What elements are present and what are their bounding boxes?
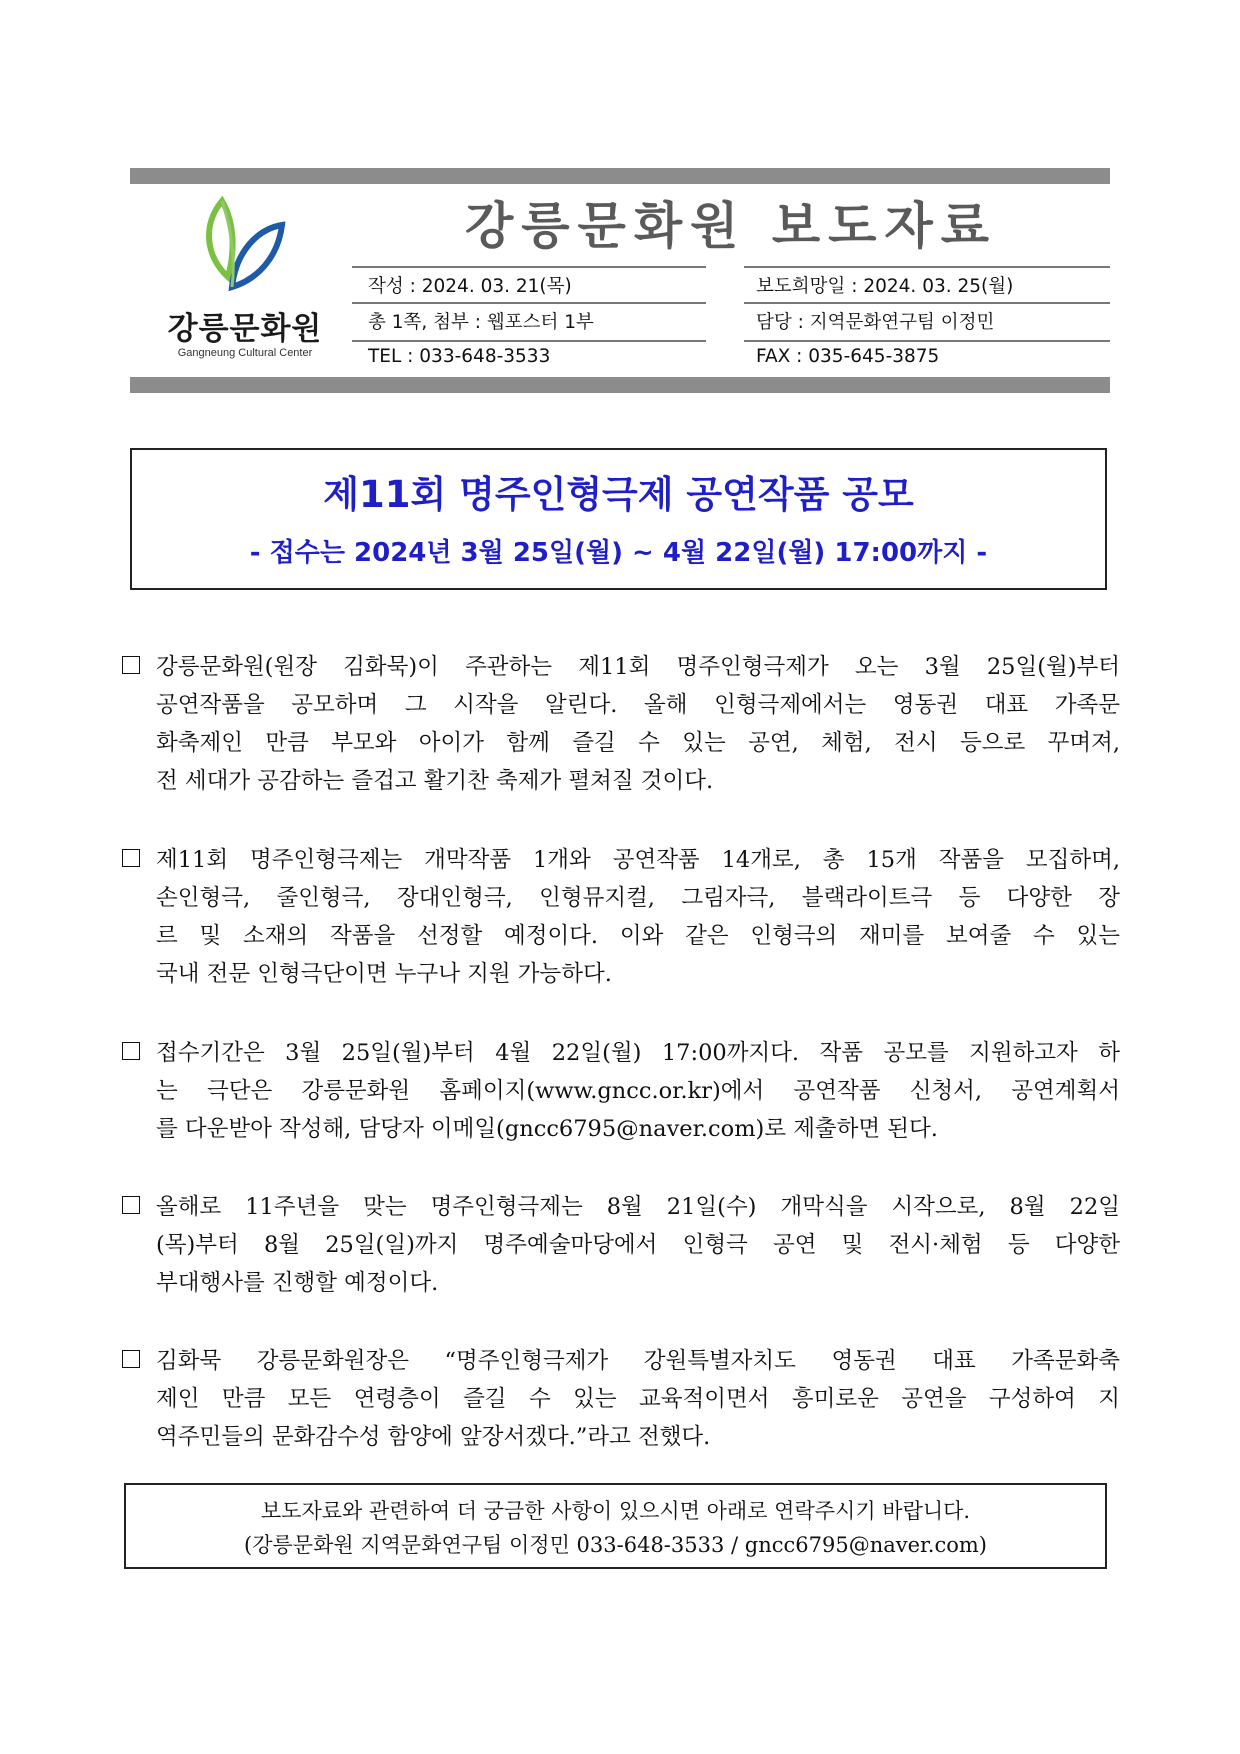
header-top-bar <box>130 168 1110 184</box>
header-bottom-bar <box>130 377 1110 393</box>
leaf-logo-icon <box>200 195 290 295</box>
page-count: 총 1쪽, 첨부 : 웹포스터 1부 <box>368 312 594 333</box>
checkbox-bullet-icon <box>122 1042 140 1060</box>
release-date: 보도희망일 : 2024. 03. 25(월) <box>756 276 1014 297</box>
logo-english-name: Gangneung Cultural Center <box>177 347 313 359</box>
page-title: 강릉문화원 보도자료 <box>464 197 998 255</box>
logo-name: 강릉문화원 <box>167 311 323 347</box>
paragraph-line: 손인형극, 줄인형극, 장대인형극, 인형뮤지컬, 그림자극, 블랙라이트극 등 다양한 장 <box>156 885 1120 911</box>
written-date: 작성 : 2024. 03. 21(목) <box>368 276 572 297</box>
headline-subtitle: - 접수는 2024년 3월 25일(월) ~ 4월 22일(월) 17:00까지 - <box>249 538 988 568</box>
checkbox-bullet-icon <box>122 849 140 867</box>
checkbox-bullet-icon <box>122 1196 140 1214</box>
paragraph-line: 역주민들의 문화감수성 함양에 앞장서겠다.”라고 전했다. <box>156 1424 711 1450</box>
telephone: TEL : 033-648-3533 <box>368 346 551 367</box>
divider <box>352 266 706 268</box>
fax: FAX : 035-645-3875 <box>756 346 940 367</box>
contact-note: 보도자료와 관련하여 더 궁금한 사항이 있으시면 아래로 연락주시기 바랍니다. <box>260 1499 971 1523</box>
headline-title: 제11회 명주인형극제 공연작품 공모 <box>323 473 914 516</box>
divider <box>352 302 706 304</box>
paragraph-line: 올해로 11주년을 맞는 명주인형극제는 8월 21일(수) 개막식을 시작으로, 8월 22일 <box>156 1194 1120 1220</box>
paragraph-line: 는 극단은 강릉문화원 홈페이지(www.gncc.or.kr)에서 공연작품 신청서, 공연계획서 <box>156 1078 1120 1104</box>
paragraph-line: 부대행사를 진행할 예정이다. <box>156 1270 439 1296</box>
paragraph-line: (목)부터 8월 25일(일)까지 명주예술마당에서 인형극 공연 및 전시·체험 등 다양한 <box>156 1232 1120 1258</box>
divider <box>352 340 706 342</box>
paragraph-line: 제인 만큼 모든 연령층이 즐길 수 있는 교육적이면서 흥미로운 공연을 구성하여 지 <box>156 1386 1120 1412</box>
paragraph-line: 접수기간은 3월 25일(월)부터 4월 22일(월) 17:00까지다. 작품 공모를 지원하고자 하 <box>156 1040 1120 1066</box>
paragraph-line: 공연작품을 공모하며 그 시작을 알린다. 올해 인형극제에서는 영동권 대표 가족문 <box>156 692 1120 718</box>
contact-details: (강릉문화원 지역문화연구팀 이정민 033-648-3533 / gncc6795@naver.com) <box>244 1533 987 1557</box>
checkbox-bullet-icon <box>122 656 140 674</box>
paragraph-line: 강릉문화원(원장 김화묵)이 주관하는 제11회 명주인형극제가 오는 3월 25일(월)부터 <box>156 654 1120 680</box>
paragraph-line: 르 및 소재의 작품을 선정할 예정이다. 이와 같은 인형극의 재미를 보여줄 수 있는 <box>156 923 1120 949</box>
divider <box>744 266 1110 268</box>
organization-logo <box>150 195 340 365</box>
contact-person: 담당 : 지역문화연구팀 이정민 <box>756 312 995 333</box>
headline-box <box>130 448 1107 590</box>
paragraph-line: 를 다운받아 작성해, 담당자 이메일(gncc6795@naver.com)로 제출하면 된다. <box>156 1116 938 1142</box>
paragraph-line: 화축제인 만큼 부모와 아이가 함께 즐길 수 있는 공연, 체험, 전시 등으로 꾸며져, <box>156 730 1120 756</box>
paragraph-line: 제11회 명주인형극제는 개막작품 1개와 공연작품 14개로, 총 15개 작품을 모집하며, <box>156 847 1120 873</box>
contact-box <box>124 1483 1107 1569</box>
divider <box>744 302 1110 304</box>
checkbox-bullet-icon <box>122 1350 140 1368</box>
paragraph-line: 전 세대가 공감하는 즐겁고 활기찬 축제가 펼쳐질 것이다. <box>156 768 714 794</box>
paragraph-line: 국내 전문 인형극단이면 누구나 지원 가능하다. <box>156 961 612 987</box>
paragraph-line: 김화묵 강릉문화원장은 “명주인형극제가 강원특별자치도 영동권 대표 가족문화축 <box>156 1348 1120 1374</box>
divider <box>744 340 1110 342</box>
